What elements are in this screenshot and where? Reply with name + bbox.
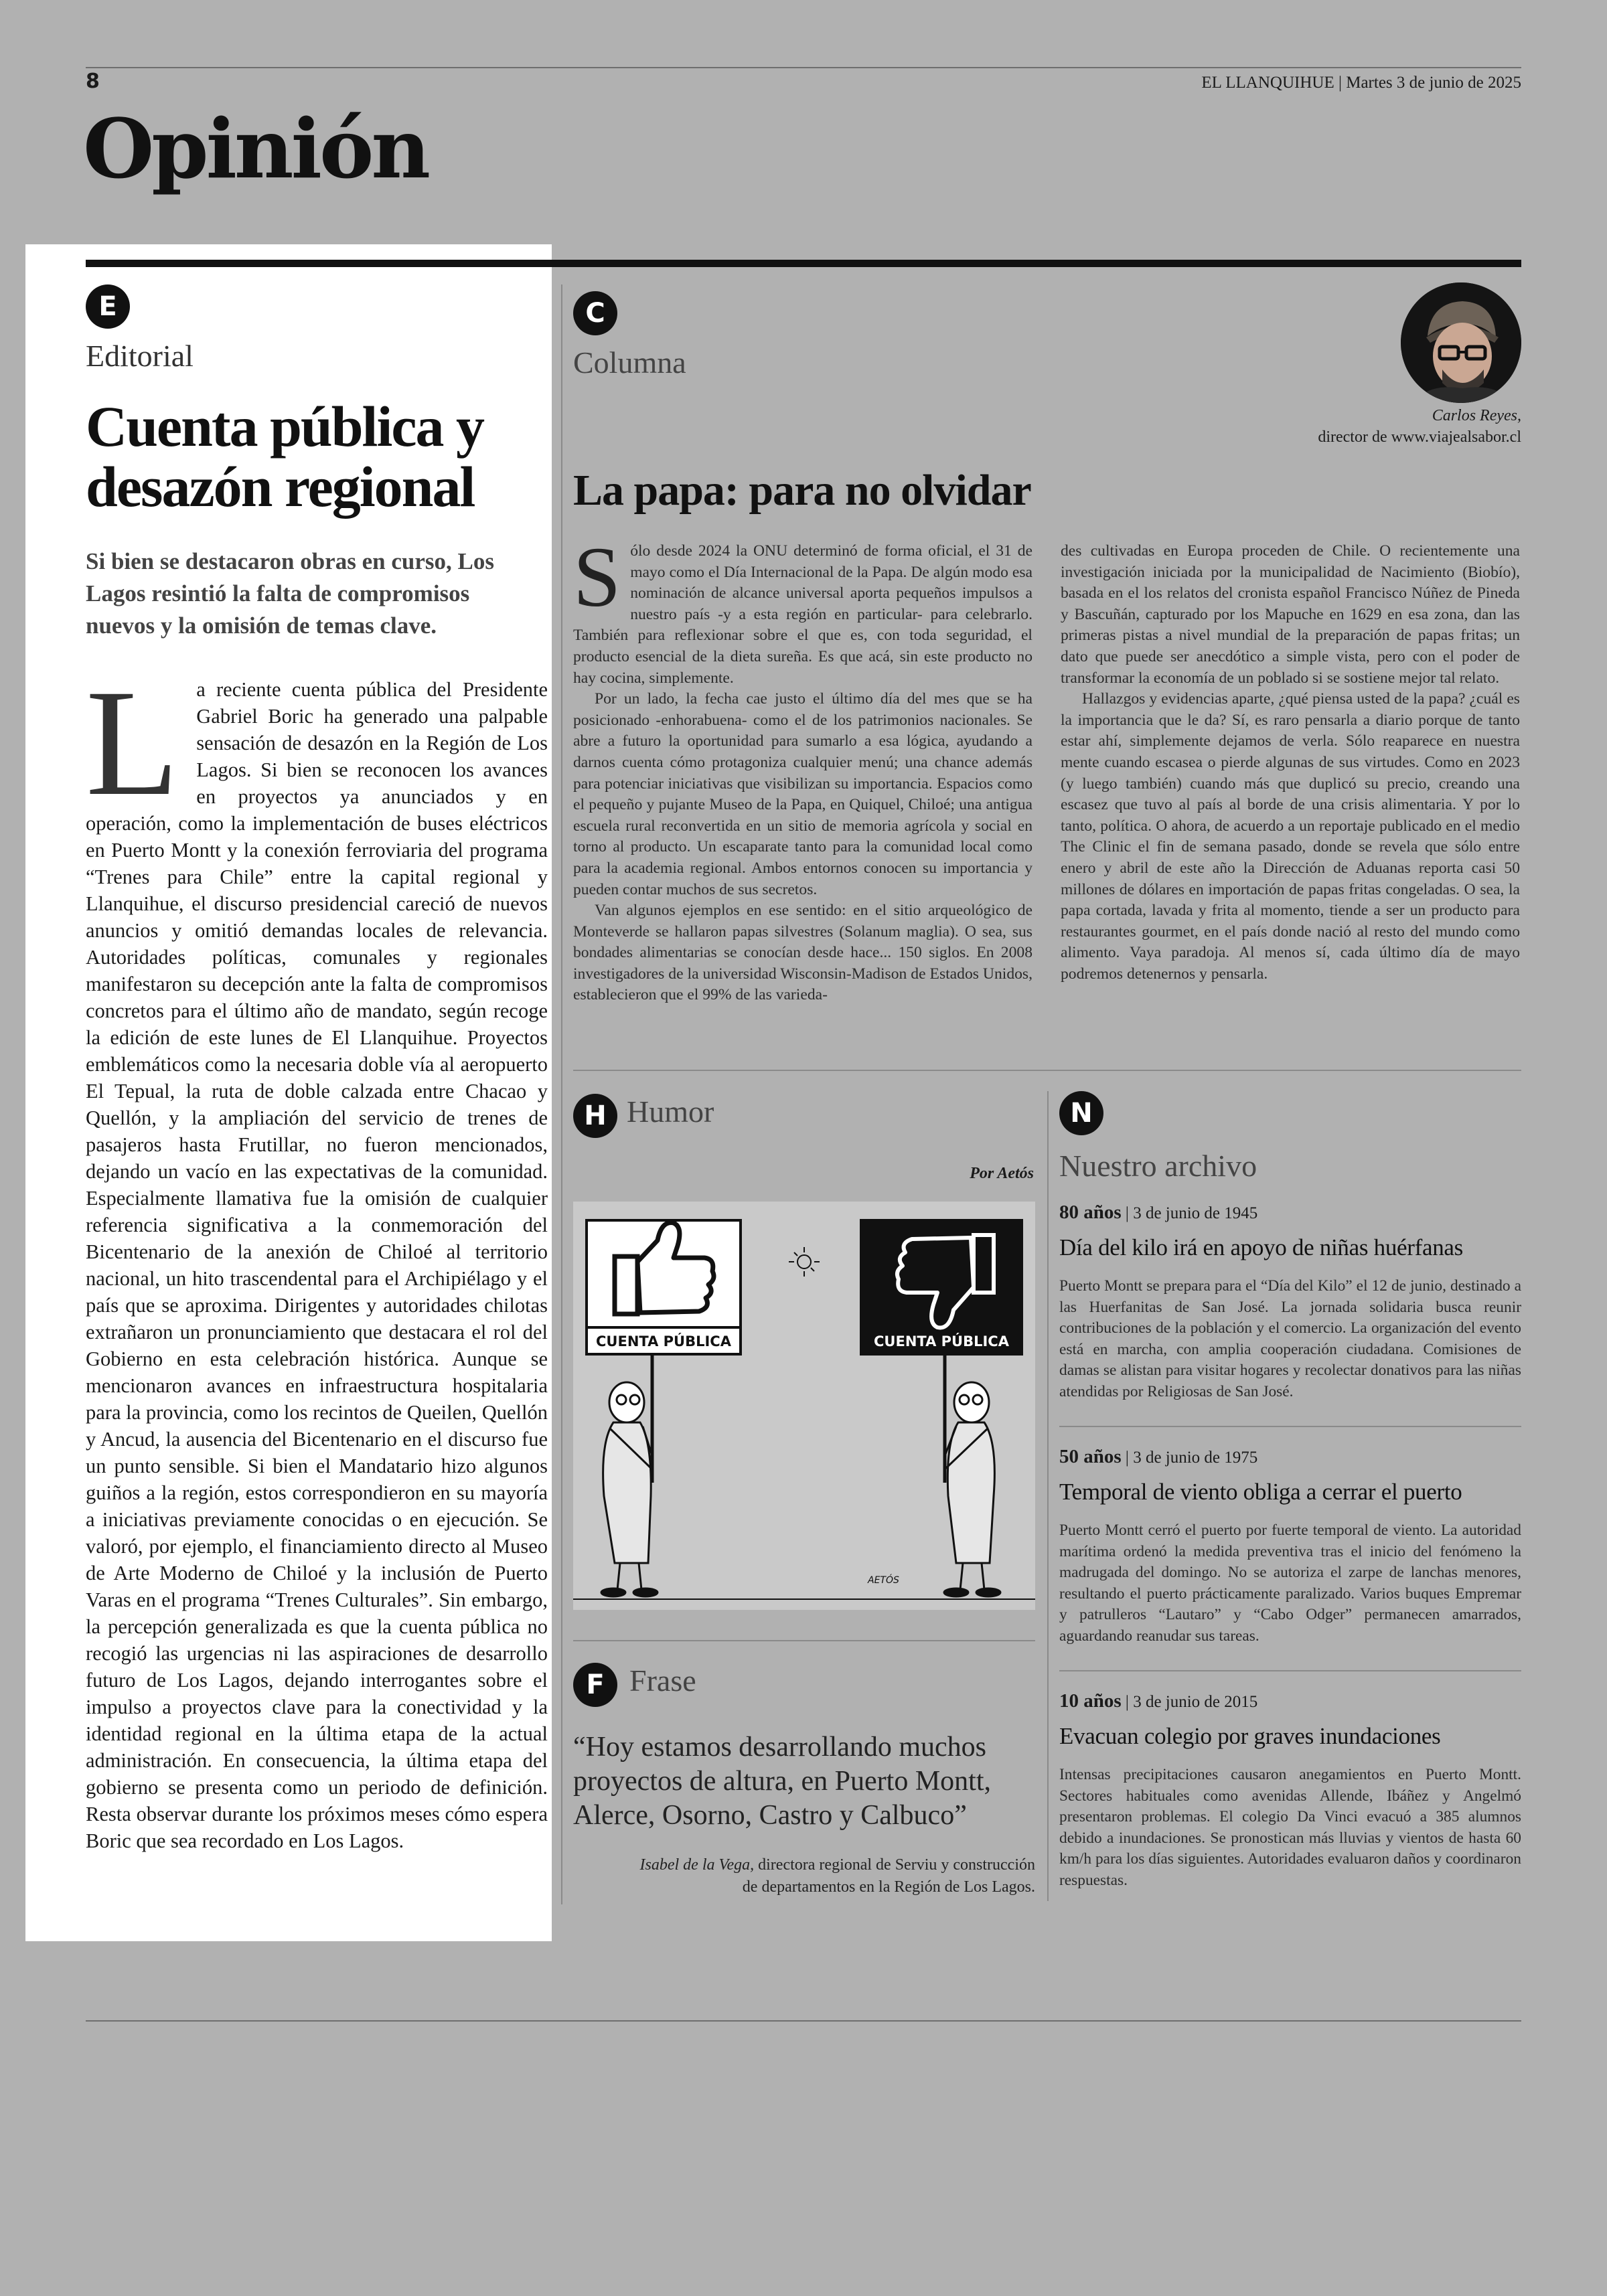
frase-quote: “Hoy estamos desarrollando muchos proyectos de altura, en Puerto Montt, Alerce, Osorno, Castro y Calbuco”	[573, 1732, 992, 1831]
humor-cartoon	[573, 1202, 1035, 1610]
frase-kicker: Frase	[629, 1663, 696, 1698]
archivo-item-headline: Evacuan colegio por graves inundaciones	[1059, 1723, 1441, 1749]
archivo-item-headline: Día del kilo irá en apoyo de niñas huérfanas	[1059, 1234, 1463, 1260]
masthead: EL LLANQUIHUE | Martes 3 de junio de 2025	[1201, 74, 1521, 92]
archivo-item-date: 3 de junio de 1975	[1133, 1449, 1258, 1467]
bottom-rule	[86, 2020, 1521, 2022]
editorial-kicker: Editorial	[86, 339, 194, 373]
frase-attrib-role-2: de departamentos en la Región de Los Lagos.	[742, 1878, 1035, 1896]
frase-attrib-role-1: directora regional de Serviu y construcción	[754, 1856, 1035, 1874]
author-name: Carlos Reyes,	[1432, 407, 1521, 424]
humor-badge: H	[573, 1094, 617, 1138]
sign-left	[587, 1220, 741, 1354]
editorial-dropcap: L	[86, 659, 179, 827]
section-title: Opinión	[83, 100, 429, 197]
archivo-item-text: Puerto Montt cerró el puerto por fuerte temporal de viento. La autoridad marítima ordenó la medida preventiva tras el inicio del fenómeno la madrugada del domingo. No se autoriza el zarpe de lanchas menores, resultando el puerto prácticamente paralizado. Varios buques Empremar y patrulleros “Lautaro” y “Cabo Odger” permanecen amarrados, aguardando reanudar sus tareas.	[1059, 1522, 1521, 1645]
archivo-item-headline: Temporal de viento obliga a cerrar el puerto	[1059, 1479, 1462, 1505]
section-divider	[86, 260, 1521, 267]
archivo-rule	[1059, 1670, 1521, 1671]
sign-right	[861, 1220, 1022, 1354]
author-photo	[1401, 282, 1521, 403]
top-rule	[86, 67, 1521, 68]
column-badge: C	[573, 291, 617, 335]
archivo-item	[1059, 1446, 1521, 1647]
archivo-item-date: 3 de junio de 2015	[1133, 1693, 1258, 1711]
column-rule-left	[561, 284, 562, 1904]
publication-name: EL LLANQUIHUE	[1201, 74, 1334, 92]
archivo-item-text: Puerto Montt se prepara para el “Día del Kilo” el 12 de junio, destinado a las Huerfanitas de San José. La jornada solidaria busca reunir contribuciones de la población y el comercio. La organización del evento está en marcha, con amplia cooperación ciudadana. Comisiones de damas se alistan para visitar hogares y recolectar donativos para las niñas atendidas por Religiosas de San José.	[1059, 1277, 1521, 1400]
archivo-item-dateline: 10 años | 3 de junio de 2015	[1059, 1690, 1258, 1712]
column-paragraph-text: ólo desde 2024 la ONU determinó de forma oficial, el 31 de mayo como el Día Internacional de la Papa. De algún modo esa nominación de alcance universal aporta pequeños impulsos a nuestro país -y a esta región en particular- para celebrarlo. También para reflexionar sobre el que es, con toda seguridad, el producto esencial de la dieta sureña. Es que acá, sin este producto no hay cocina, simplemente.	[573, 542, 1032, 687]
editorial-body-text: a reciente cuenta pública del Presidente Gabriel Boric ha generado una palpable sensación de desazón en la Región de Los Lagos. Si bien se reconocen los avances en proyectos ya anunciados y en operación, como la implementación de buses eléctricos en Puerto Montt y la conexión ferroviaria del programa “Trenes para Chile” entre la capital regional y Llanquihue, el discurso presidencial careció de nuevos anuncios y omitió demandas locales de relevancia. Autoridades políticas, comunales y regionales manifestaron su decepción ante la falta de compromisos concretos para el último año de mandato, según recoge la edición de este lunes de El Llanquihue. Proyectos emblemáticos como la necesaria doble vía al aeropuerto El Tepual, la ruta de doble calzada entre Chacao y Quellón, y la ampliación del servicio de trenes de pasajeros hasta Frutillar, no fueron mencionados, dejando un vacío en las expectativas de la comunidad. Especialmente llamativa fue la omisión de cualquier referencia significativa a la conmemoración del Bicentenario de la anexión de Chiloé al territorio nacional, un hito trascendental para el Archipiélago y el país que se aproxima. Dirigentes y autoridades chilotas extrañaron un pronunciamiento que destacara el rol del Gobierno en esta celebración histórica. Aunque se mencionaron avances en infraestructura hospitalaria para la provincia, como los recintos de Queilen, Quellón y Ancud, la ausencia del Bicentenario en el discurso fue un punto sensible. Si bien el Mandatario hizo algunos guiños a la región, estos correspondieron en su mayoría a iniciativas previamente conocidas o en ejecución. Se valoró, por ejemplo, el financiamiento directo al Museo de Arte Moderno de Chiloé y la inclusión de Puerto Varas en el programa “Trenes Culturales”. Sin embargo, la percepción generalizada es que la cuenta pública no recogió las urgencias ni las aspiraciones de desarrollo futuro de Los Lagos, dejando interrogantes sobre el impulso a proyectos clave para la conectividad y la identidad regional en la última etapa de la actual administración. En consecuencia, la última etapa del gobierno se presenta como un periodo de definición. Resta observar durante los próximos meses cómo espera Boric que sea recordado en Los Lagos.	[86, 678, 548, 1852]
editorial-body	[86, 659, 548, 1854]
sign-left-text: CUENTA PÚBLICA	[596, 1333, 731, 1349]
column-paragraph: des cultivadas en Europa proceden de Chile. O recientemente una investigación iniciada por la municipalidad de Nacimiento (Biobío), basada en el los relatos del cronista español Francisco Núñez de Pineda y Bascuñán, capturado por los Mapuche en 1629 en esa zona, dan las primeras pistas a nivel mundial de la preparación de papas fritas; un dato que puede ser anecdótico a simple vista, pero con el poder de transformar la economía de un poblado si se sostiene mejor tal relato.	[1061, 542, 1520, 687]
archivo-item-years: 80 años	[1059, 1202, 1122, 1223]
column-paragraph: Van algunos ejemplos en ese sentido: en el sitio arqueológico de Monteverde se hallaron papas silvestres (Solanum maglia). O sea, sus bondades alimentarias se conocían desde hace... 150 siglos. En 2008 investigadores de la universidad Wisconsin-Madison de Estados Unidos, establecieron que el 99% de las varieda-	[573, 902, 1032, 1004]
archivo-item	[1059, 1202, 1521, 1403]
archivo-rule	[1059, 1426, 1521, 1427]
frase-attribution	[573, 1854, 1035, 1898]
humor-kicker: Humor	[627, 1094, 714, 1129]
author-portrait-icon	[1401, 282, 1521, 403]
column-rule-right	[1047, 1091, 1049, 1901]
column-paragraph: Por un lado, la fecha cae justo el último día del mes que se ha posicionado -enhorabuena- como el de los patrimonios nacionales. Se abre a futuro la oportunidad para sumarlo a esa lógica, ayudando a darnos cuenta cómo protagoniza cualquier menú; una chance además para potenciar iniciativas que visibilizan su importancia. Espacios como el pequeño y pujante Museo de la Papa, en Quiquel, Chiloé; una antigua escuela rural reconvertida en un sitio de memoria agrícola y social en torno al producto. Un escaparate tanto para la comunidad local como para la academia regional. Ambos entornos conocen su importancia y pueden contar muchos de sus secretos.	[573, 690, 1032, 898]
column-paragraph	[573, 529, 1032, 689]
archivo-item-text: Intensas precipitaciones causaron anegamientos en Puerto Montt. Sectores habituales como avenidas Allende, Ibáñez y Angelmó presentaron problemas. El colegio Da Vinci evacuó a 385 alumnos debido a inundaciones. Se pronostican más lluvias y vientos de hasta 60 km/h para los días siguientes. Autoridades evaluaron daños y coordinaron respuestas.	[1059, 1766, 1521, 1889]
archivo-item-years: 50 años	[1059, 1446, 1122, 1467]
publication-date: Martes 3 de junio de 2025	[1346, 74, 1521, 92]
column-text-right	[1061, 541, 1520, 985]
humor-bottom-rule	[573, 1640, 1035, 1641]
archivo-item-years: 10 años	[1059, 1690, 1122, 1712]
humor-byline: Por Aetós	[970, 1165, 1034, 1182]
editorial-headline: Cuenta pública y desazón regional	[86, 394, 484, 519]
archivo-item-dateline: 80 años | 3 de junio de 1945	[1059, 1202, 1258, 1223]
author-role: director de www.viajealsabor.cl	[1318, 428, 1521, 446]
column-headline: La papa: para no olvidar	[573, 466, 1031, 515]
editorial-deck: Si bien se destacaron obras en curso, Los Lagos resintió la falta de compromisos nuevos y la omisión de temas clave.	[86, 548, 494, 639]
column-paragraph: Hallazgos y evidencias aparte, ¿qué piensa usted de la papa? ¿cuál es la importancia que le da? Sí, es raro pensarla a diario porque de tanto estar ahí, simplemente dejamos de verla. Sólo reaparece en nuestra mente cuando escasea o pierde algunas de sus virtudes. Como en 2023 (y luego también) cuando más que duplicó su precio, creando una escasez que tuvo al país al borde de una crisis alimentaria. Y por lo tanto, política. O ahora, de acuerdo a un reportaje publicado en el medio The Clinic el fin de semana pasado, donde se revela que sólo entre enero y abril de este año la Dirección de Aduanas reporta casi 50 millones de dólares en importación de papas fritas congeladas. O sea, la papa cortada, lavada y frita al momento, tiende a ser un producto para restaurantes gourmet, en el país donde nació al resto del mundo como alimento. Vaya paradoja. Al menos sí, cada último día de mayo podremos detenernos y pensarla.	[1061, 690, 1520, 983]
archivo-item	[1059, 1690, 1521, 1892]
editorial-badge: E	[86, 284, 130, 329]
page-number: 8	[86, 70, 100, 93]
sign-right-text: CUENTA PÚBLICA	[874, 1333, 1009, 1349]
column-bottom-rule	[573, 1070, 1521, 1071]
cartoon-signature: AETÓS	[868, 1575, 899, 1586]
frase-attrib-name: Isabel de la Vega,	[639, 1856, 755, 1874]
column-dropcap: S	[573, 529, 621, 625]
archivo-item-date: 3 de junio de 1945	[1133, 1204, 1258, 1222]
column-kicker: Columna	[573, 345, 686, 380]
column-text-left	[573, 529, 1032, 1006]
archivo-kicker: Nuestro archivo	[1059, 1149, 1257, 1183]
archivo-item-dateline: 50 años | 3 de junio de 1975	[1059, 1446, 1258, 1467]
archivo-badge: N	[1059, 1091, 1103, 1135]
frase-badge: F	[573, 1663, 617, 1707]
